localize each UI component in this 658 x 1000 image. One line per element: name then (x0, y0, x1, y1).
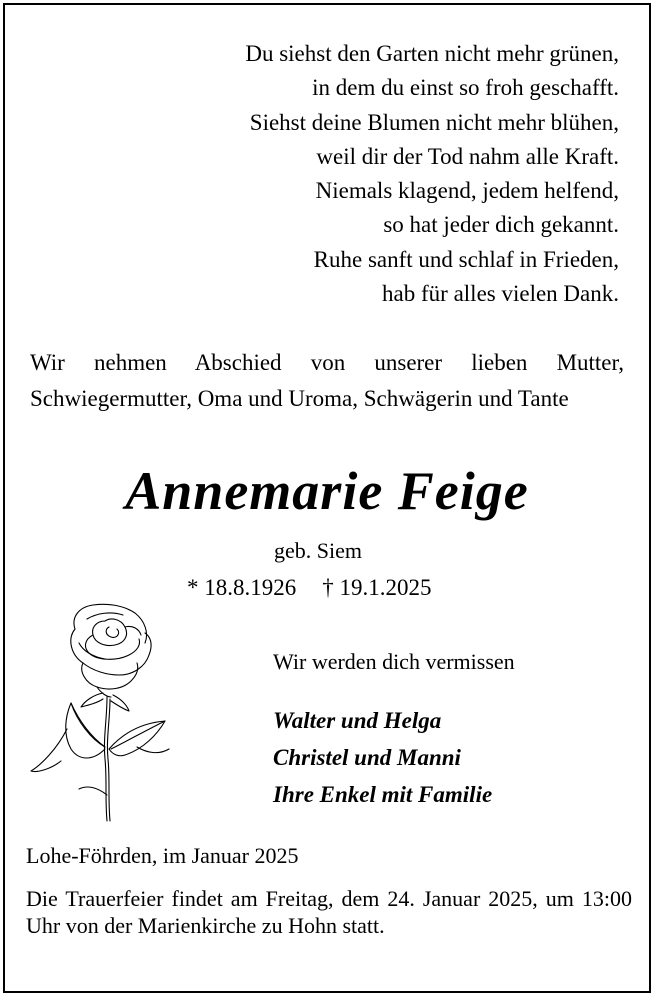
death-date: † 19.1.2025 (322, 575, 432, 600)
birth-name: geb. Siem (274, 538, 362, 563)
poem-line: Niemals klagend, jedem helfend, (315, 178, 619, 204)
obituary-notice (3, 3, 651, 993)
poem-line: Du siehst den Garten nicht mehr grünen, (245, 41, 619, 66)
farewell-intro: Wir nehmen Abschied von unserer lieben Mutter, Schwiegermutter, Oma und Uroma, Schwägerin und Tante (30, 350, 624, 411)
poem-line: in dem du einst so froh geschafft. (312, 75, 619, 101)
mourner: Ihre Enkel mit Familie (273, 782, 493, 807)
mourner: Christel und Manni (273, 745, 461, 770)
deceased-name: Annemarie Feige (125, 461, 529, 521)
poem-line: Ruhe sanft und schlaf in Frieden, (313, 246, 619, 272)
miss-text: Wir werden dich vermissen (273, 649, 515, 674)
place-date: Lohe-Föhrden, im Januar 2025 (26, 843, 299, 868)
mourners-list (273, 702, 492, 813)
rose-icon (27, 599, 187, 823)
life-dates (187, 575, 432, 601)
poem (245, 37, 619, 311)
poem-line: hab für alles vielen Dank. (382, 281, 619, 307)
birth-date: * 18.8.1926 (187, 575, 297, 600)
poem-line: weil dir der Tod nahm alle Kraft. (316, 143, 619, 169)
poem-line: so hat jeder dich gekannt. (383, 212, 619, 238)
funeral-service-info: Die Trauerfeier findet am Freitag, dem 24. Januar 2025, um 13:00 Uhr von der Marienkirche zu Hohn statt. (26, 886, 632, 938)
poem-line: Siehst deine Blumen nicht mehr blühen, (249, 109, 619, 135)
mourner: Walter und Helga (273, 708, 442, 733)
